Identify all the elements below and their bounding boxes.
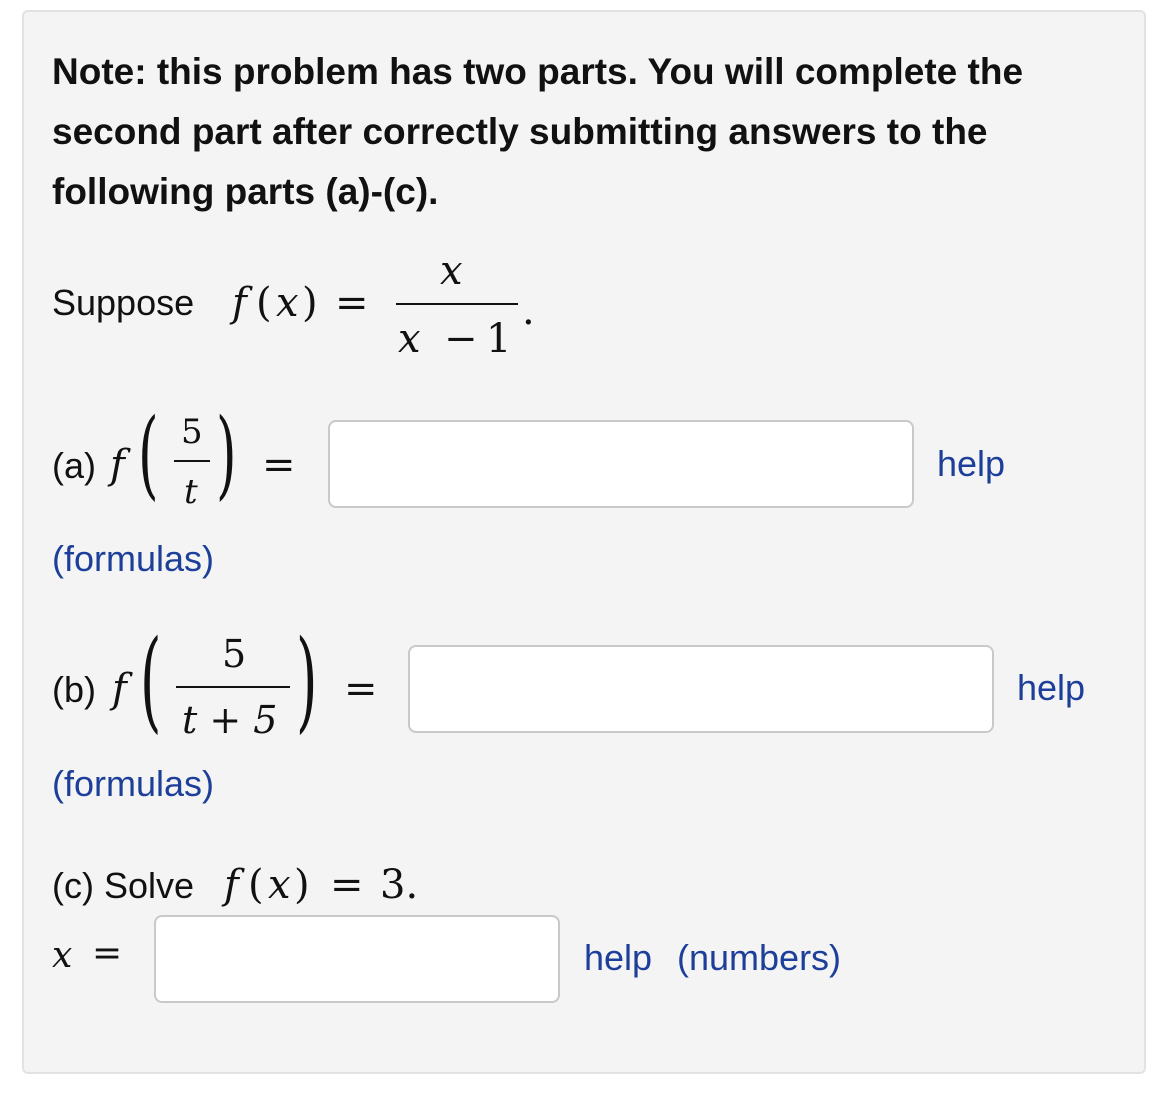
denominator-minus: − <box>444 316 478 362</box>
part-a-denominator: t <box>184 472 198 512</box>
part-c-variable: x <box>268 862 291 908</box>
part-c-open-paren: ( <box>248 862 264 908</box>
part-a-fraction-bar <box>174 460 210 462</box>
part-b-answer-input[interactable] <box>408 645 994 733</box>
part-c-answer-input[interactable] <box>154 915 560 1003</box>
equals-sign: = <box>335 280 369 326</box>
part-c-rhs: 3. <box>380 862 419 908</box>
part-a-close-paren: ) <box>216 398 237 510</box>
fraction-bar <box>396 303 518 305</box>
part-b-help-link[interactable]: help <box>1017 667 1086 708</box>
part-b-equals: = <box>344 666 378 712</box>
part-c-label: (c) Solve <box>52 865 195 906</box>
function-variable: x <box>276 280 299 326</box>
part-b-label: (b) <box>52 669 96 710</box>
part-c-numbers-link[interactable]: (numbers) <box>677 937 842 978</box>
part-a-formulas-link[interactable]: (formulas) <box>52 538 215 579</box>
part-b-formulas-link[interactable]: (formulas) <box>52 763 215 804</box>
close-paren: ) <box>302 280 318 326</box>
denominator-one: 1 <box>486 316 512 362</box>
part-b-function-name: f <box>112 666 127 712</box>
part-b-fraction-bar <box>176 686 290 688</box>
suppose-label: Suppose <box>52 282 195 323</box>
problem-note: Note: this problem has two parts. You will complete the second part after correctly submitting answers to the following parts (a)-(c). <box>52 51 1024 212</box>
part-c-answer-equals: = <box>92 933 123 974</box>
part-c-function-name: f <box>224 862 239 908</box>
part-a-numerator: 5 <box>181 412 203 452</box>
denominator-variable: x <box>398 316 421 362</box>
function-name: f <box>232 280 247 326</box>
part-a-answer-input[interactable] <box>328 420 914 508</box>
part-c-close-paren: ) <box>294 862 310 908</box>
definition-period: . <box>522 288 535 334</box>
part-a-open-paren: ( <box>138 398 159 510</box>
part-a-equals: = <box>262 442 296 488</box>
part-a-function-name: f <box>110 442 125 488</box>
part-b-close-paren: ) <box>296 616 318 744</box>
fraction-numerator: x <box>440 248 463 294</box>
open-paren: ( <box>256 280 272 326</box>
part-b-numerator: 5 <box>222 632 247 676</box>
part-c-equals: = <box>330 862 364 908</box>
part-b-denominator: t + 5 <box>182 698 278 742</box>
part-a-help-link[interactable]: help <box>937 443 1006 484</box>
part-c-help-link[interactable]: help <box>584 937 653 978</box>
part-c-answer-variable: x <box>52 935 73 976</box>
part-a-label: (a) <box>52 445 96 486</box>
part-b-open-paren: ( <box>140 616 162 744</box>
